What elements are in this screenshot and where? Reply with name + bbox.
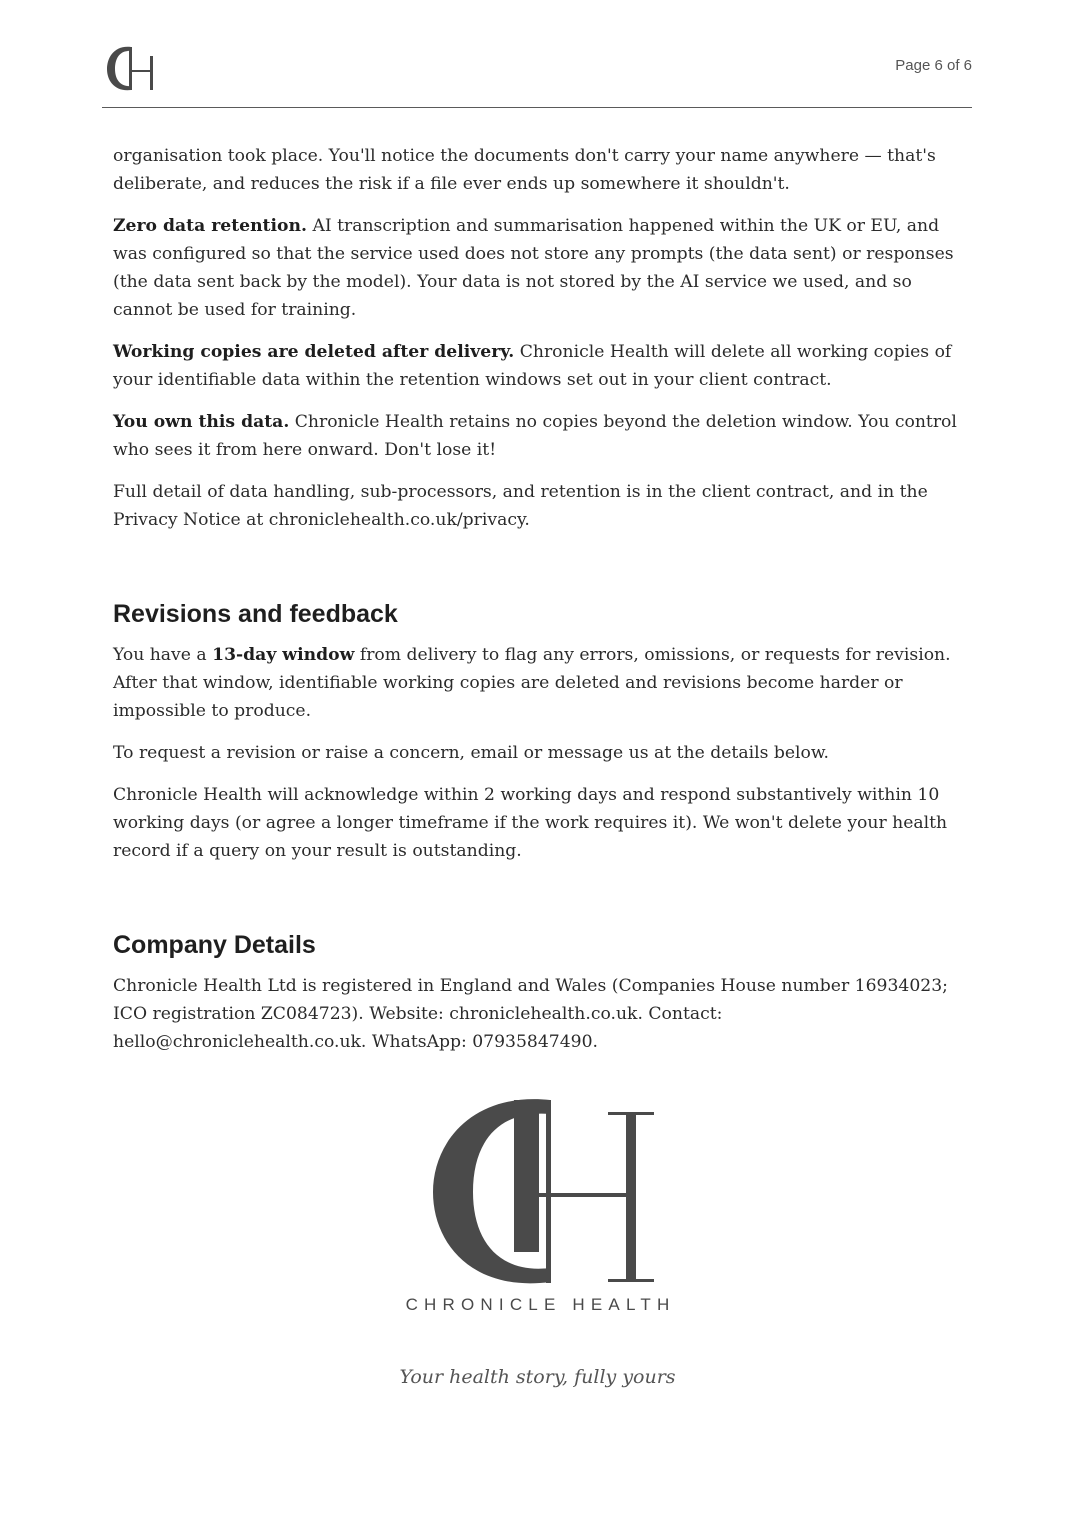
ch-monogram-icon: [418, 1092, 658, 1292]
paragraph-lead: You own this data.: [113, 412, 290, 432]
brand-name: CHRONICLE HEALTH: [405, 1295, 676, 1314]
section-heading-company: Company Details: [113, 931, 316, 959]
paragraph: Full detail of data handling, sub-processors, and retention is in the client contract, and in the Privacy Notice at chroniclehealth.co.uk/privacy.: [113, 482, 928, 530]
paragraph-text: You have a: [113, 645, 213, 665]
paragraph: [113, 338, 973, 394]
tagline: Your health story, fully yours: [399, 1366, 676, 1388]
paragraph: To request a revision or raise a concern, email or message us at the details below.: [113, 743, 830, 763]
document-body: [113, 142, 973, 1070]
paragraph-emphasis: 13-day window: [212, 645, 355, 665]
section-heading-revisions: Revisions and feedback: [113, 600, 398, 628]
paragraph: [113, 212, 973, 324]
paragraph-text: Chronicle Health will delete all working copies of your identifiable data within the retention windows set out in your client contract.: [113, 342, 952, 390]
page-header: [102, 0, 972, 108]
paragraph-lead: Working copies are deleted after delivery.: [113, 342, 515, 362]
brand-block: [0, 1092, 1075, 1315]
paragraph: organisation took place. You'll notice the documents don't carry your name anywhere — that's deliberate, and reduces the risk if a file ever ends up somewhere it shouldn't.: [113, 146, 936, 194]
page-number: Page 6 of 6: [895, 57, 972, 74]
paragraph-text: from delivery to flag any errors, omissions, or requests for revision. After that window, identifiable working copies are deleted and revisions become harder or impossible to produce.: [113, 645, 951, 721]
paragraph-lead: Zero data retention.: [113, 216, 307, 236]
paragraph-text: Chronicle Health retains no copies beyond the deletion window. You control who sees it from here onward. Don't lose it!: [113, 412, 957, 460]
paragraph-text: AI transcription and summarisation happened within the UK or EU, and was configured so that the service used does not store any prompts (the data sent) or responses (the data sent back by the model). Your data is not stored by the AI service we used, and so cannot be used for training.: [113, 216, 954, 320]
paragraph: Chronicle Health will acknowledge within 2 working days and respond substantively within 10 working days (or agree a longer timeframe if the work requires it). We won't delete your health record if a query on your result is outstanding.: [113, 785, 948, 861]
ch-monogram-icon: [104, 44, 160, 94]
paragraph: Chronicle Health Ltd is registered in England and Wales (Companies House number 16934023; ICO registration ZC084723). Website: chroniclehealth.co.uk. Contact: hello@chroniclehealth.co.uk. WhatsApp: 07935847490.: [113, 976, 948, 1052]
paragraph: [113, 408, 973, 464]
paragraph: [113, 641, 973, 725]
